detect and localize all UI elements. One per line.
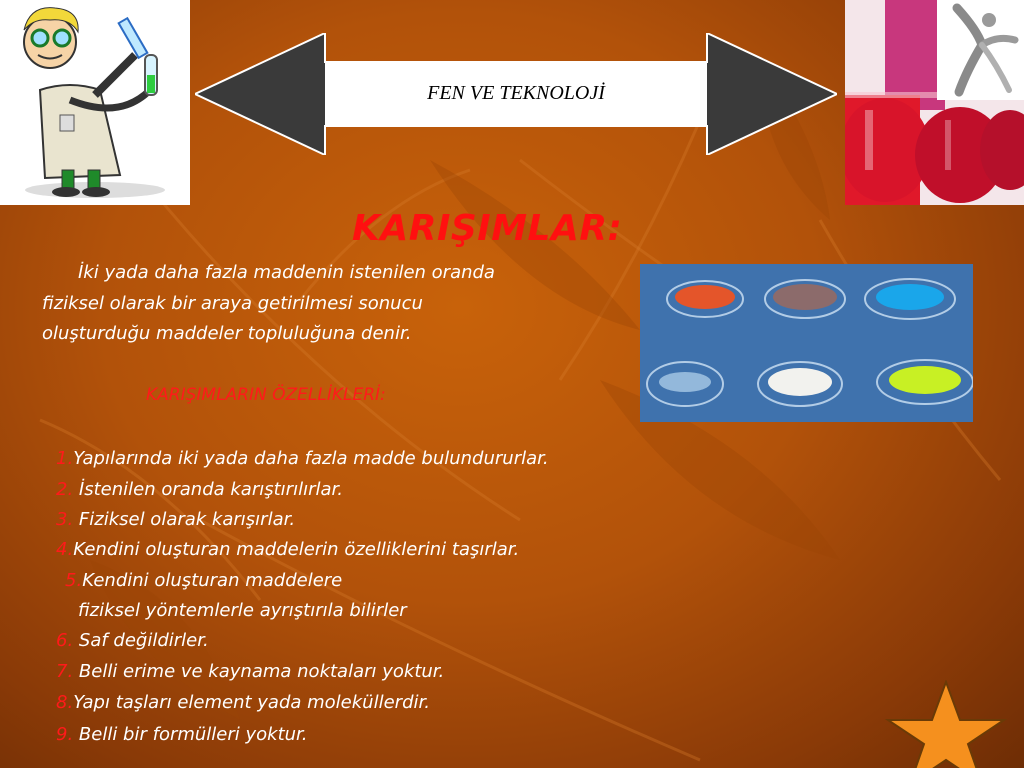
list-number: 4. [56,539,74,560]
list-number: 1. [56,448,74,469]
list-number: 7. [56,661,74,682]
properties-heading: KARIŞIMLARIN ÖZELLİKLERİ: [146,385,386,405]
dancer-logo [937,0,1024,100]
scientist-illustration [0,0,190,205]
list-text: Saf değildirler. [73,630,209,651]
definition-line-2: fiziksel olarak bir araya getirilmesi sonucu [42,293,423,314]
list-item [56,661,444,682]
list-text: Belli erime ve kaynama noktaları yoktur. [73,661,445,682]
list-number: 6. [56,630,74,651]
list-text: Belli bir formülleri yoktur. [73,724,308,745]
beakers-photo [845,0,1024,205]
list-item [56,509,295,530]
slide-title: FEN VE TEKNOLOJİ [427,81,605,104]
definition-line-1: İki yada daha fazla maddenin istenilen oranda [78,262,495,283]
list-number: 8. [56,692,74,713]
list-item [56,724,308,745]
list-number: 3. [56,509,74,530]
definition-line-3: oluşturduğu maddeler topluluğuna denir. [42,323,412,344]
list-text: fiziksel yöntemlerle ayrıştırıla bilirler [78,600,407,621]
list-text: Yapılarında iki yada daha fazla madde bulundururlar. [73,448,549,469]
list-number: 5. [65,570,83,591]
list-item [56,630,209,651]
list-number: 2. [56,479,74,500]
list-text: Kendini oluşturan maddelerin özelliklerini taşırlar. [73,539,520,560]
title-double-arrow [195,33,837,155]
list-item [56,539,519,560]
list-item [78,600,407,621]
list-item [56,448,549,469]
list-text: İstenilen oranda karıştırılırlar. [73,479,343,500]
list-item [65,570,342,591]
list-item [56,479,343,500]
list-item [56,692,430,713]
list-text: Fiziksel olarak karışırlar. [73,509,296,530]
mixture-samples-photo [640,264,973,422]
list-text: Yapı taşları element yada moleküllerdir. [73,692,430,713]
slide-heading: KARIŞIMLAR: [352,208,623,249]
list-text: Kendini oluşturan maddelere [82,570,343,591]
star-icon[interactable] [884,680,1008,768]
list-number: 9. [56,724,74,745]
